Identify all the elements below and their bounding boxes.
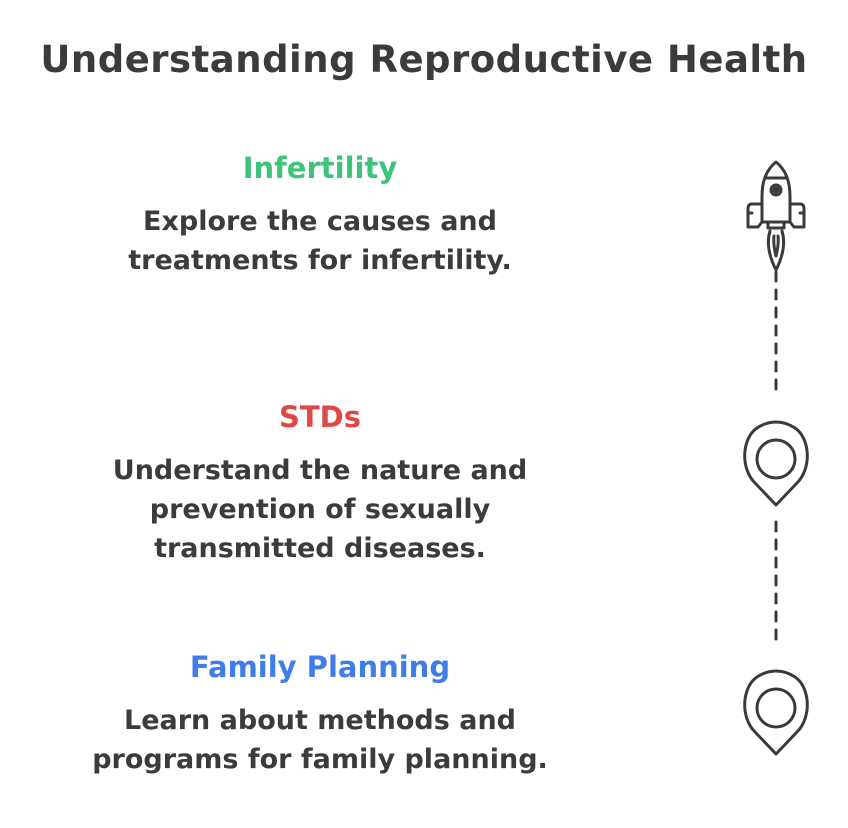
step-infertility [40, 148, 600, 280]
step-heading-family-planning: Family Planning [189, 650, 451, 684]
page-title: Understanding Reproductive Health [40, 38, 808, 81]
map-pin-icon [745, 671, 808, 754]
map-pin-icon [745, 422, 808, 505]
step-stds [40, 397, 600, 568]
step-description-infertility: Explore the causes and treatments for infertility. [128, 206, 512, 276]
step-description-stds: Understand the nature and prevention of sexually transmitted diseases. [112, 455, 528, 564]
step-heading-infertility: Infertility [242, 151, 398, 185]
step-family-planning [40, 647, 600, 779]
step-heading-stds: STDs [278, 400, 361, 434]
rocket-icon [748, 162, 804, 270]
step-description-family-planning: Learn about methods and programs for family planning. [92, 705, 548, 775]
